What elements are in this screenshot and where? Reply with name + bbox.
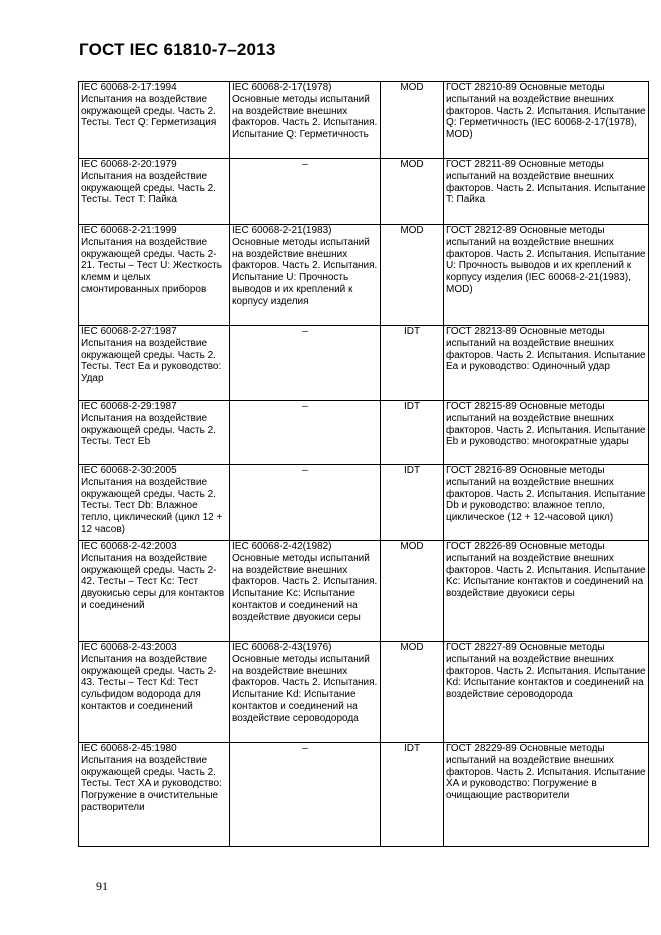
- table-row: [79, 401, 649, 465]
- conformity-degree-cell: MOD: [381, 541, 444, 642]
- standards-table: [78, 81, 649, 847]
- table-row: [79, 326, 649, 401]
- page-number: 91: [96, 879, 108, 893]
- table-row: [79, 743, 649, 847]
- conformity-degree-cell: MOD: [381, 642, 444, 743]
- table-row: [79, 465, 649, 541]
- gost-standard-cell: ГОСТ 28229-89 Основные методы испытаний на воздействие внешних факторов. Часть 2. Испытания. Испытание XA и руководство: Погружение в очищающие растворители: [444, 743, 649, 847]
- conformity-degree-cell: MOD: [381, 225, 444, 326]
- gost-standard-cell: ГОСТ 28215-89 Основные методы испытаний на воздействие внешних факторов. Часть 2. Испытания. Испытание Eb и руководство: многократные удары: [444, 401, 649, 465]
- table-row: [79, 225, 649, 326]
- table-row: [79, 642, 649, 743]
- gost-standard-cell: ГОСТ 28210-89 Основные методы испытаний на воздействие внешних факторов. Часть 2. Испытания. Испытание Q: Герметичность (IEC 60068-2-17(1978), MOD): [444, 82, 649, 159]
- reference-standard-cell: IEC 60068-2-42(1982) Основные методы испытаний на воздействие внешних факторов. Часть 2. Испытания. Испытание Kc: Испытание контактов и соединений на воздействие двуокиси серы: [230, 541, 381, 642]
- reference-standard-cell: –: [230, 401, 381, 465]
- gost-standard-cell: ГОСТ 28216-89 Основные методы испытаний на воздействие внешних факторов. Часть 2. Испытания. Испытание Db и руководство: влажное тепло, циклическое (12 + 12-часовой цикл): [444, 465, 649, 541]
- iec-standard-cell: IEC 60068-2-17:1994 Испытания на воздействие окружающей среды. Часть 2. Тесты. Тест Q: Герметизация: [79, 82, 230, 159]
- conformity-degree-cell: IDT: [381, 326, 444, 401]
- conformity-degree-cell: IDT: [381, 401, 444, 465]
- gost-standard-cell: ГОСТ 28227-89 Основные методы испытаний на воздействие внешних факторов. Часть 2. Испытания. Испытание Kd: Испытание контактов и соединений на воздействие сероводорода: [444, 642, 649, 743]
- reference-standard-cell: IEC 60068-2-43(1976) Основные методы испытаний на воздействие внешних факторов. Часть 2. Испытания. Испытание Kd: Испытание контактов и соединений на воздействие сероводорода: [230, 642, 381, 743]
- table-row: [79, 159, 649, 225]
- reference-standard-cell: –: [230, 326, 381, 401]
- gost-standard-cell: ГОСТ 28211-89 Основные методы испытаний на воздействие внешних факторов. Часть 2. Испытания. Испытание T: Пайка: [444, 159, 649, 225]
- reference-standard-cell: IEC 60068-2-17(1978) Основные методы испытаний на воздействие внешних факторов. Часть 2. Испытания. Испытание Q: Герметичность: [230, 82, 381, 159]
- conformity-degree-cell: MOD: [381, 159, 444, 225]
- reference-standard-cell: –: [230, 743, 381, 847]
- table-row: [79, 541, 649, 642]
- reference-standard-cell: IEC 60068-2-21(1983) Основные методы испытаний на воздействие внешних факторов. Часть 2. Испытания. Испытание U: Прочность выводов и их креплений к корпусу изделия: [230, 225, 381, 326]
- conformity-degree-cell: IDT: [381, 743, 444, 847]
- iec-standard-cell: IEC 60068-2-43:2003 Испытания на воздействие окружающей среды. Часть 2-43. Тесты – Тест Kd: Тест сульфидом водорода для контактов и соединений: [79, 642, 230, 743]
- iec-standard-cell: IEC 60068-2-29:1987 Испытания на воздействие окружающей среды. Часть 2. Тесты. Тест Eb: [79, 401, 230, 465]
- conformity-degree-cell: MOD: [381, 82, 444, 159]
- iec-standard-cell: IEC 60068-2-30:2005 Испытания на воздействие окружающей среды. Часть 2. Тесты. Тест Db: Влажное тепло, циклический (цикл 12 + 12 часов): [79, 465, 230, 541]
- reference-standard-cell: –: [230, 465, 381, 541]
- table-row: [79, 82, 649, 159]
- document-title: ГОСТ IEC 61810-7–2013: [79, 40, 276, 59]
- reference-standard-cell: –: [230, 159, 381, 225]
- gost-standard-cell: ГОСТ 28213-89 Основные методы испытаний на воздействие внешних факторов. Часть 2. Испытания. Испытание Ea и руководство: Одиночный удар: [444, 326, 649, 401]
- conformity-degree-cell: IDT: [381, 465, 444, 541]
- iec-standard-cell: IEC 60068-2-20:1979 Испытания на воздействие окружающей среды. Часть 2. Тесты. Тест T: Пайка: [79, 159, 230, 225]
- iec-standard-cell: IEC 60068-2-42:2003 Испытания на воздействие окружающей среды. Часть 2-42. Тесты – Тест Kc: Тест двуокисью серы для контактов и соединений: [79, 541, 230, 642]
- iec-standard-cell: IEC 60068-2-45:1980 Испытания на воздействие окружающей среды. Часть 2. Тесты. Тест XA и руководство: Погружение в очистительные растворители: [79, 743, 230, 847]
- gost-standard-cell: ГОСТ 28226-89 Основные методы испытаний на воздействие внешних факторов. Часть 2. Испытания. Испытание Kc: Испытание контактов и соединений на воздействие двуокиси серы: [444, 541, 649, 642]
- iec-standard-cell: IEC 60068-2-21:1999 Испытания на воздействие окружающей среды. Часть 2-21. Тесты – Тест U: Жесткость клемм и целых смонтированных приборов: [79, 225, 230, 326]
- gost-standard-cell: ГОСТ 28212-89 Основные методы испытаний на воздействие внешних факторов. Часть 2. Испытания. Испытание U: Прочность выводов и их креплений к корпусу изделия (IEC 60068-2-21(1983), MOD): [444, 225, 649, 326]
- iec-standard-cell: IEC 60068-2-27:1987 Испытания на воздействие окружающей среды. Часть 2. Тесты. Тест Ea и руководство: Удар: [79, 326, 230, 401]
